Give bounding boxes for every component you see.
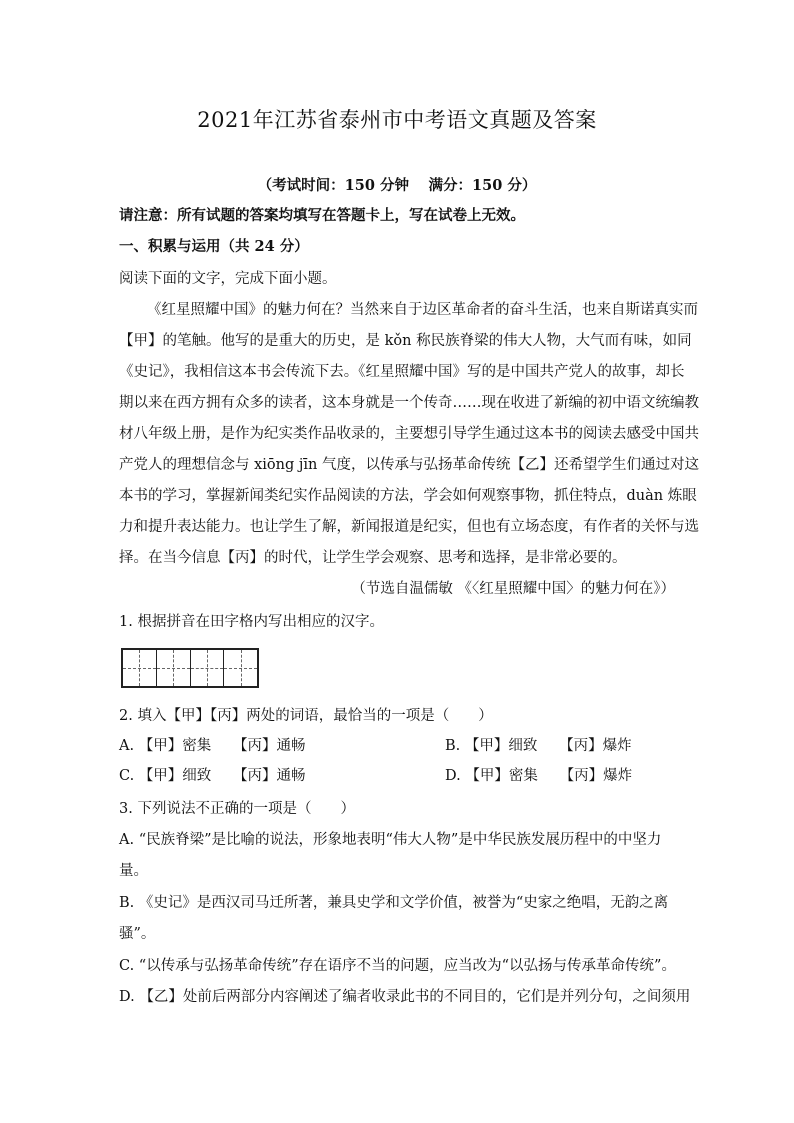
passage-line: 力和提升表达能力。也让学生了解，新闻报道是纪实，但也有立场态度，有作者的关怀与选	[119, 519, 699, 535]
instruction: 阅读下面的文字，完成下面小题。	[119, 271, 337, 287]
notice: 请注意：所有试题的答案均填写在答题卡上，写在试卷上无效。	[119, 207, 525, 224]
passage-line: 本书的学习，掌握新闻类纪实作品阅读的方法，学会如何观察事物，抓住特点，duàn 炼眼	[119, 488, 697, 504]
tianzige-answer-grid[interactable]	[121, 648, 259, 688]
passage-line: 【甲】的笔触。他写的是重大的历史，是 kǒn 称民族脊梁的伟大人物，大气而有味，如同	[119, 333, 692, 349]
passage-line: 产党人的理想信念与 xiōng jīn 气度，以传承与弘扬革命传统【乙】还希望学生们通过对这	[119, 457, 699, 473]
question-3: 3. 下列说法不正确的一项是（ ）	[119, 801, 355, 817]
exam-info: （考试时间：150 分钟 满分：150 分）	[257, 177, 537, 194]
q3-line: D. 【乙】处前后两部分内容阐述了编者收录此书的不同目的，它们是并列分句，之间须用	[119, 989, 691, 1005]
section-heading: 一、积累与运用（共 24 分）	[119, 238, 309, 255]
page-title: 2021年江苏省泰州市中考语文真题及答案	[197, 108, 597, 132]
q3-line: 骚”。	[119, 926, 156, 942]
passage-line: 择。在当今信息【丙】的时代，让学生学会观察、思考和选择，是非常必要的。	[119, 550, 627, 566]
passage-line: 《史记》，我相信这本书会传流下去。《红星照耀中国》写的是中国共产党人的故事，却长	[119, 364, 685, 380]
q3-line: 量。	[119, 863, 148, 879]
question-1: 1. 根据拼音在田字格内写出相应的汉字。	[119, 614, 384, 630]
option-c: C. 【甲】细致 【丙】通畅	[119, 768, 306, 784]
q3-line: C. “以传承与弘扬革命传统”存在语序不当的问题，应当改为“以弘扬与传承革命传统”。	[119, 958, 676, 974]
passage-line: 《红星照耀中国》的魅力何在？当然来自于边区革命者的奋斗生活，也来自斯诺真实而	[147, 302, 698, 318]
passage-line: 材八年级上册，是作为纪实类作品收录的，主要想引导学生通过这本书的阅读去感受中国共	[119, 426, 699, 442]
tianzige-cell[interactable]	[224, 650, 257, 686]
question-2: 2. 填入【甲】【丙】两处的词语，最恰当的一项是（ ）	[119, 708, 493, 724]
option-d: D. 【甲】密集 【丙】爆炸	[445, 768, 633, 784]
source-citation: （节选自温儒敏 《〈红星照耀中国〉的魅力何在》）	[351, 581, 675, 597]
tianzige-cell[interactable]	[157, 650, 191, 686]
option-a: A. 【甲】密集 【丙】通畅	[119, 738, 306, 754]
passage-line: 期以来在西方拥有众多的读者，这本身就是一个传奇……现在收进了新编的初中语文统编教	[119, 395, 699, 411]
tianzige-cell[interactable]	[191, 650, 225, 686]
q3-line: B. 《史记》是西汉司马迁所著，兼具史学和文学价值，被誉为“史家之绝唱，无韵之离	[119, 895, 669, 911]
option-b: B. 【甲】细致 【丙】爆炸	[445, 738, 632, 754]
q3-line: A. “民族脊梁”是比喻的说法，形象地表明“伟大人物”是中华民族发展历程中的中坚力	[119, 832, 662, 848]
tianzige-cell[interactable]	[123, 650, 157, 686]
